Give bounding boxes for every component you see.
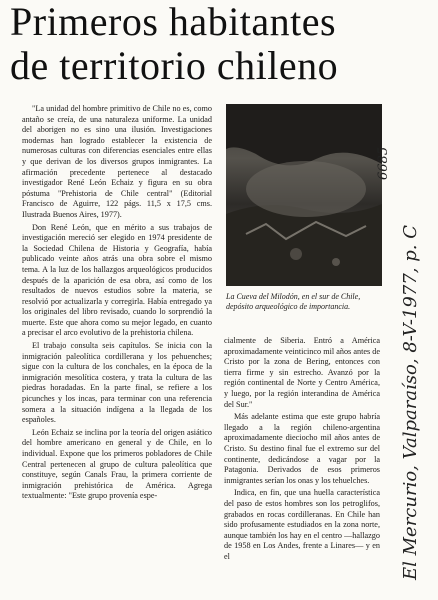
annotation-source: El Mercurio, Valparaíso, 8-V-1977, p. C [400, 225, 421, 580]
handwritten-annotation [372, 60, 432, 590]
photo-caption: La Cueva del Milodón, en el sur de Chile, depósito arqueológico de importancia. [226, 292, 361, 311]
paragraph: "La unidad del hombre primitivo de Chile no es, como antaño se creía, de una naturaleza uniforme. La unidad del aborigen no es sino una ilusión. Investigaciones modernas han logrado establecer la existencia de numerosas culturas con diferencias esenciales entre ellas y que derivan de los diversos grupos inmigrantes. La afirmación precedente pertenece al destacado investigador René León Echaiz y figura en su obra póstuma "Prehistoria de Chile central" (Editorial Francisco de Aguirre, 122 págs. 11,5 x 17,5 cms. Ilustrada Buenos Aires, 1977). [22, 104, 212, 219]
article-photo-cave [226, 104, 382, 286]
paragraph: cialmente de Siberia. Entró a América aproximadamente veinticinco mil años antes de Cristo por la zona de Bering, entonces con tierra firme y sin estrecho. Avanzó por la región continental de Norte y Centro América, y luego, por la región interandina de América del Sur." [224, 336, 380, 409]
paragraph: León Echaiz se inclina por la teoría del origen asiático del hombre americano en general y de Chile, en lo individual. Expone que los primeros pobladores de Chile Central pertenecen al grupo de cultura paleolítica que constituye, según Canals Frau, la primera corriente de inmigración prehistórica de América. Agrega textualmente: "Este grupo provenía espe- [22, 427, 212, 501]
paragraph: Más adelante estima que este grupo habría llegado a la región chileno-argentina aproximadamente dieciocho mil años antes de Cristo. Su destino final fue el extremo sur del continente, dedicándose a vagar por la Patagonia. Derivados de esos primeros inmigrantes serían los onas y los tehuelches. [224, 412, 380, 485]
paragraph: Indica, en fin, que una huella característica del paso de estos hombres son los petroglifos, grabados en rocas cordilleranas. En Chile han sido profusamente estudiados en la zona norte, aunque también los hay en el centro —hallazgo de 1958 en Los Andes, frente a Linares— y en el [224, 488, 380, 561]
cave-photo-graphic [226, 104, 382, 286]
annotation-number: 6685 [376, 146, 391, 180]
article-left-column [22, 104, 212, 502]
paragraph: El trabajo consulta seis capítulos. Se inicia con la inmigración paleolítica cordillerana y los pehuenches; sigue con la cultura de los conchales, en la época de la inmigración mesolítica costera, y trata la cultura de las piedras horadadas. En la parte final, se refiere a los picunches y los incas, para terminar con una referencia somera a la situación indígena a la llegada de los españoles. [22, 341, 212, 425]
headline-line-2: de territorio chileno [10, 43, 339, 88]
article-right-column [224, 336, 380, 562]
article-headline [10, 0, 410, 88]
paragraph: Don René León, que en mérito a sus trabajos de investigación mereció ser elegido en 1974 presidente de la Sociedad Chilena de Historia y Geografía, había publicado veinte años atrás una obra sobre el mismo tema. A la luz de los hallazgos arqueológicos producidos después de la aparición de esa obra, así como de los resultados de nuevos estudios sobre la materia, se resolvió por actualizarla y corregirla. Había entregado ya los originales del libro revisado, cuando lo sorprendió la muerte. Este que ahora como su mejor legado, en cuanto a precisar el arco evolutivo de la prehistoria chilena. [22, 222, 212, 338]
headline-line-1: Primeros habitantes [10, 0, 337, 44]
